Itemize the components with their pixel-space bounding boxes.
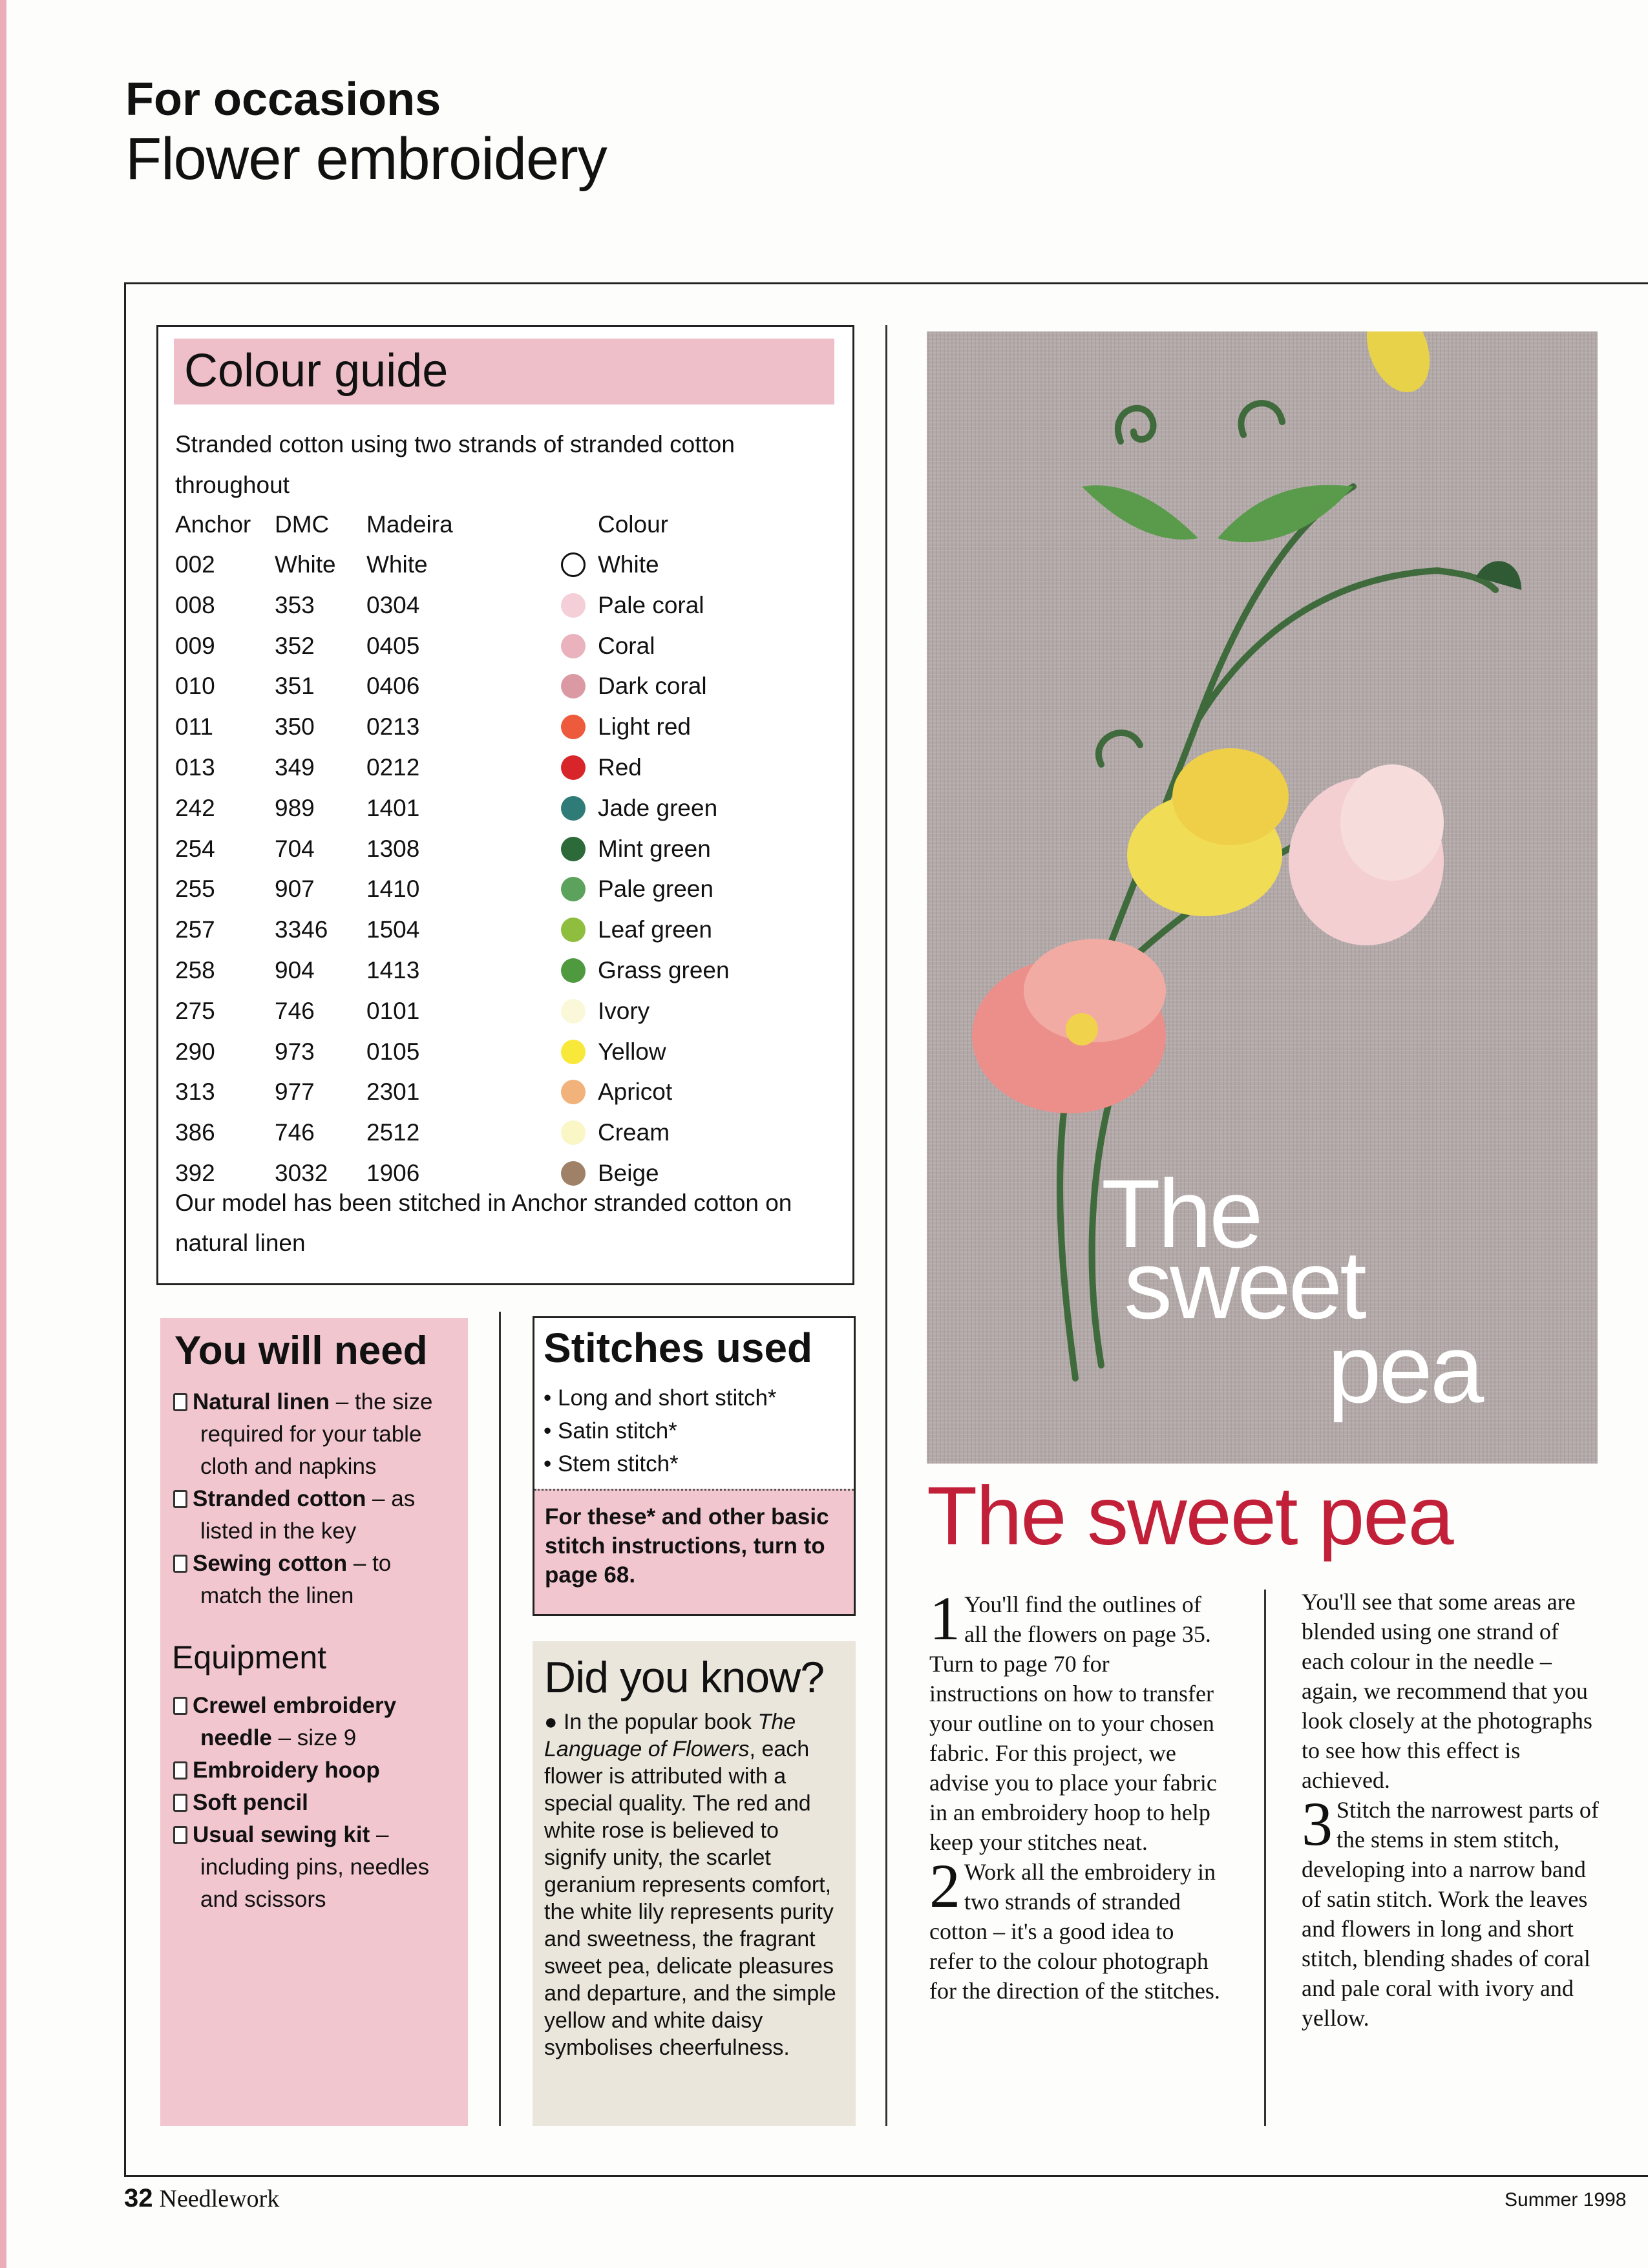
item-name: Usual sewing kit: [193, 1822, 370, 1847]
anchor-code: 313: [175, 1078, 215, 1106]
checklist-item: [173, 1548, 458, 1612]
colour-swatch-icon: [561, 796, 586, 821]
anchor-code: 257: [175, 916, 215, 943]
did-you-know-lead: ● In the popular book: [544, 1710, 758, 1734]
dmc-code: 350: [275, 713, 315, 740]
step-1: [929, 1584, 1221, 1857]
item-detail: – the size required for your table cloth and napkins: [200, 1389, 433, 1479]
did-you-know-heading: Did you know?: [544, 1653, 825, 1702]
colour-swatch-icon: [561, 1120, 586, 1145]
dmc-code: 904: [275, 957, 315, 983]
step-3-text: Stitch the narrowest parts of the stems in stem stitch, developing into a narrow band of satin stitch. Work the leaves and flowers in long and short stitch, blending shades of coral and pale coral with ivory and yellow.: [1302, 1797, 1599, 2031]
dmc-code: 704: [275, 835, 315, 862]
footer-issue: Summer 1998: [1505, 2189, 1627, 2210]
colour-guide-row: [175, 1072, 821, 1112]
stitches-used-panel: [533, 1316, 856, 1616]
story-title: The sweet pea: [927, 1470, 1453, 1562]
colour-guide-row: [175, 1113, 821, 1153]
colour-swatch-icon: [561, 918, 586, 942]
step-2-number: 2: [929, 1851, 960, 1920]
colour-name: Ivory: [598, 997, 650, 1024]
dmc-code: 3346: [275, 916, 328, 943]
colour-name: Apricot: [598, 1078, 673, 1106]
colour-swatch-icon: [561, 634, 586, 658]
checkbox-icon: [173, 1393, 187, 1411]
checkbox-icon: [173, 1490, 187, 1508]
anchor-code: 254: [175, 835, 215, 862]
step-2-text: Work all the embroidery in two strands of stranded cotton – it's a good idea to refer to the colour photograph for the direction of the stitches.: [929, 1859, 1220, 2004]
colour-guide-row: [175, 910, 821, 950]
dmc-code: 746: [275, 997, 315, 1024]
anchor-code: 386: [175, 1119, 215, 1146]
madeira-code: 0405: [366, 632, 420, 659]
checklist-item: [173, 1819, 458, 1916]
colour-guide-intro: Stranded cotton using two strands of stranded cotton throughout: [175, 431, 735, 498]
colour-name: Grass green: [598, 957, 730, 983]
anchor-code: 011: [175, 713, 213, 740]
colour-swatch-icon: [561, 1161, 586, 1186]
dmc-code: 352: [275, 632, 315, 659]
anchor-code: 392: [175, 1160, 215, 1186]
column-divider: [885, 325, 887, 2126]
did-you-know-body: , each flower is attributed with a special quality. The red and white rose is believed to signify unity, the scarlet geranium represents comfort, the white lily represents purity and sweetness, the fragrant sweet pea, delicate pleasures and departure, and the simple yellow and white daisy symbolises cheerfulness.: [544, 1737, 836, 2060]
page-title: Flower embroidery: [125, 126, 607, 192]
checkbox-icon: [173, 1761, 187, 1780]
madeira-code: 1504: [366, 916, 420, 943]
photo-overlay-sweet: sweet: [1124, 1230, 1364, 1339]
colour-swatch-icon: [561, 837, 586, 861]
anchor-code: 242: [175, 794, 215, 821]
photo-overlay-the: The: [1101, 1159, 1261, 1268]
column-header-madeira: Madeira: [366, 511, 453, 538]
stitch-item: • Satin stitch*: [544, 1418, 677, 1444]
equipment-heading: Equipment: [172, 1639, 327, 1675]
checkbox-icon: [173, 1555, 187, 1573]
colour-swatch-icon: [561, 674, 586, 698]
anchor-code: 013: [175, 754, 215, 781]
colour-name: White: [598, 551, 659, 578]
colour-swatch-icon: [561, 755, 586, 780]
colour-guide-column-headers: [175, 505, 821, 545]
item-detail: – as listed in the key: [200, 1486, 416, 1544]
checkbox-icon: [173, 1794, 187, 1812]
item-name: Natural linen: [193, 1389, 330, 1414]
madeira-code: 1401: [366, 794, 420, 821]
anchor-code: 275: [175, 997, 215, 1024]
madeira-code: White: [366, 551, 428, 578]
colour-guide-header: [174, 339, 834, 404]
anchor-code: 009: [175, 632, 215, 659]
dmc-code: 977: [275, 1078, 315, 1106]
column-divider: [1264, 1590, 1266, 2126]
madeira-code: 0406: [366, 673, 420, 700]
colour-swatch-icon: [561, 715, 586, 739]
did-you-know-text: [544, 1708, 841, 2061]
colour-name: Mint green: [598, 835, 711, 862]
colour-name: Yellow: [598, 1038, 666, 1065]
anchor-code: 290: [175, 1038, 215, 1065]
anchor-code: 002: [175, 551, 215, 578]
page-number: 32: [124, 2184, 153, 2212]
checklist-item: [173, 1787, 458, 1819]
colour-guide-row: [175, 950, 821, 991]
madeira-code: 0101: [366, 997, 420, 1024]
dmc-code: 349: [275, 754, 315, 781]
anchor-code: 008: [175, 591, 215, 618]
colour-guide-footnote: Our model has been stitched in Anchor stranded cotton on natural linen: [175, 1190, 792, 1256]
madeira-code: 2301: [366, 1078, 420, 1106]
item-detail: – including pins, needles and scissors: [200, 1822, 430, 1912]
madeira-code: 0212: [366, 754, 420, 781]
item-name: Soft pencil: [193, 1790, 308, 1815]
stitches-list: [544, 1381, 777, 1480]
anchor-code: 258: [175, 957, 215, 983]
dmc-code: 353: [275, 591, 315, 618]
madeira-code: 2512: [366, 1119, 420, 1146]
sweet-pea-embroidery-photo: [927, 331, 1598, 1464]
colour-guide-row: [175, 869, 821, 909]
step-1-text: You'll find the outlines of all the flowers on page 35. Turn to page 70 for instructions on how to transfer your outline on to your chosen fabric. For this project, we advise you to place your fabric in an embroidery hoop to help keep your stitches neat.: [929, 1591, 1217, 1855]
checklist-item: [173, 1386, 458, 1483]
colour-name: Pale green: [598, 876, 713, 903]
story-column-2: [1302, 1587, 1599, 2033]
colour-name: Cream: [598, 1119, 670, 1146]
colour-swatch-icon: [561, 958, 586, 983]
colour-guide-row: [175, 666, 821, 706]
photo-overlay-pea: pea: [1327, 1314, 1482, 1423]
colour-guide-row: [175, 585, 821, 625]
madeira-code: 1308: [366, 835, 420, 862]
anchor-code: 255: [175, 876, 215, 903]
checkbox-icon: [173, 1826, 187, 1844]
colour-guide-row: [175, 545, 821, 585]
step-2: [929, 1851, 1221, 2006]
item-name: Embroidery hoop: [193, 1758, 380, 1783]
colour-name: Pale coral: [598, 591, 704, 618]
item-name: Stranded cotton: [193, 1486, 366, 1511]
colour-name: Dark coral: [598, 673, 707, 700]
step-3-number: 3: [1302, 1789, 1333, 1858]
colour-swatch-icon: [561, 593, 586, 618]
colour-swatch-icon: [561, 1080, 586, 1104]
madeira-code: 1410: [366, 876, 420, 903]
madeira-code: 0105: [366, 1038, 420, 1065]
colour-name: Light red: [598, 713, 691, 740]
madeira-code: 1413: [366, 957, 420, 983]
you-will-need-heading: You will need: [174, 1328, 428, 1373]
stitches-note: For these* and other basic stitch instructions, turn to page 68.: [545, 1504, 829, 1588]
stitches-used-heading: Stitches used: [544, 1325, 813, 1371]
column-divider: [499, 1312, 501, 2126]
step-3: [1302, 1789, 1599, 2033]
step-1-number: 1: [929, 1584, 960, 1653]
colour-swatch-icon: [561, 877, 586, 901]
madeira-code: 1906: [366, 1160, 420, 1186]
dmc-code: 989: [275, 794, 315, 821]
checklist-item: [173, 1754, 458, 1787]
did-you-know-panel: [533, 1641, 856, 2126]
item-name: Crewel embroidery needle: [193, 1693, 397, 1750]
story-column-1: [929, 1584, 1221, 2006]
footer-page: [124, 2185, 279, 2211]
colour-guide-row: [175, 788, 821, 828]
dmc-code: 3032: [275, 1160, 328, 1186]
magazine-name: Needlework: [159, 2185, 280, 2212]
section-title: For occasions: [125, 74, 441, 125]
dmc-code: 973: [275, 1038, 315, 1065]
colour-name: Red: [598, 754, 642, 781]
dmc-code: 746: [275, 1119, 315, 1146]
stitches-note-box: [534, 1489, 854, 1614]
stitch-item: • Long and short stitch*: [544, 1385, 777, 1411]
anchor-code: 010: [175, 673, 215, 700]
colour-guide-row: [175, 991, 821, 1031]
colour-guide-row: [175, 626, 821, 666]
colour-name: Leaf green: [598, 916, 712, 943]
column-header-dmc: DMC: [275, 511, 330, 538]
page-edge-tint: [0, 0, 6, 2268]
dmc-code: 907: [275, 876, 315, 903]
item-detail: – size 9: [271, 1725, 357, 1750]
dmc-code: White: [275, 551, 336, 578]
madeira-code: 0213: [366, 713, 420, 740]
colour-swatch-icon: [561, 552, 586, 577]
colour-name: Coral: [598, 632, 655, 659]
colour-guide-heading: Colour guide: [184, 345, 449, 397]
blending-note: You'll see that some areas are blended using one strand of each colour in the needle – again, we recommend that you look closely at the photographs to see how this effect is achieved.: [1302, 1589, 1592, 1793]
column-header-anchor: Anchor: [175, 511, 251, 538]
checkbox-icon: [173, 1697, 187, 1715]
colour-name: Beige: [598, 1160, 659, 1186]
colour-name: Jade green: [598, 794, 718, 821]
dmc-code: 351: [275, 673, 315, 700]
colour-guide-panel: [156, 325, 854, 1285]
colour-swatch-icon: [561, 999, 586, 1024]
checklist-item: [173, 1483, 458, 1548]
item-detail: – to match the linen: [200, 1551, 392, 1608]
colour-swatch-icon: [561, 1040, 586, 1064]
madeira-code: 0304: [366, 591, 420, 618]
item-name: Sewing cotton: [193, 1551, 348, 1576]
colour-guide-row: [175, 748, 821, 788]
stitch-item: • Stem stitch*: [544, 1451, 679, 1476]
colour-guide-row: [175, 1032, 821, 1072]
colour-guide-row: [175, 829, 821, 869]
colour-guide-row: [175, 707, 821, 747]
you-will-need-panel: [160, 1318, 468, 2126]
did-you-know-book-title: The Language of Flowers: [544, 1710, 796, 1761]
checklist-item: [173, 1690, 458, 1754]
column-header-colour: Colour: [598, 511, 668, 538]
